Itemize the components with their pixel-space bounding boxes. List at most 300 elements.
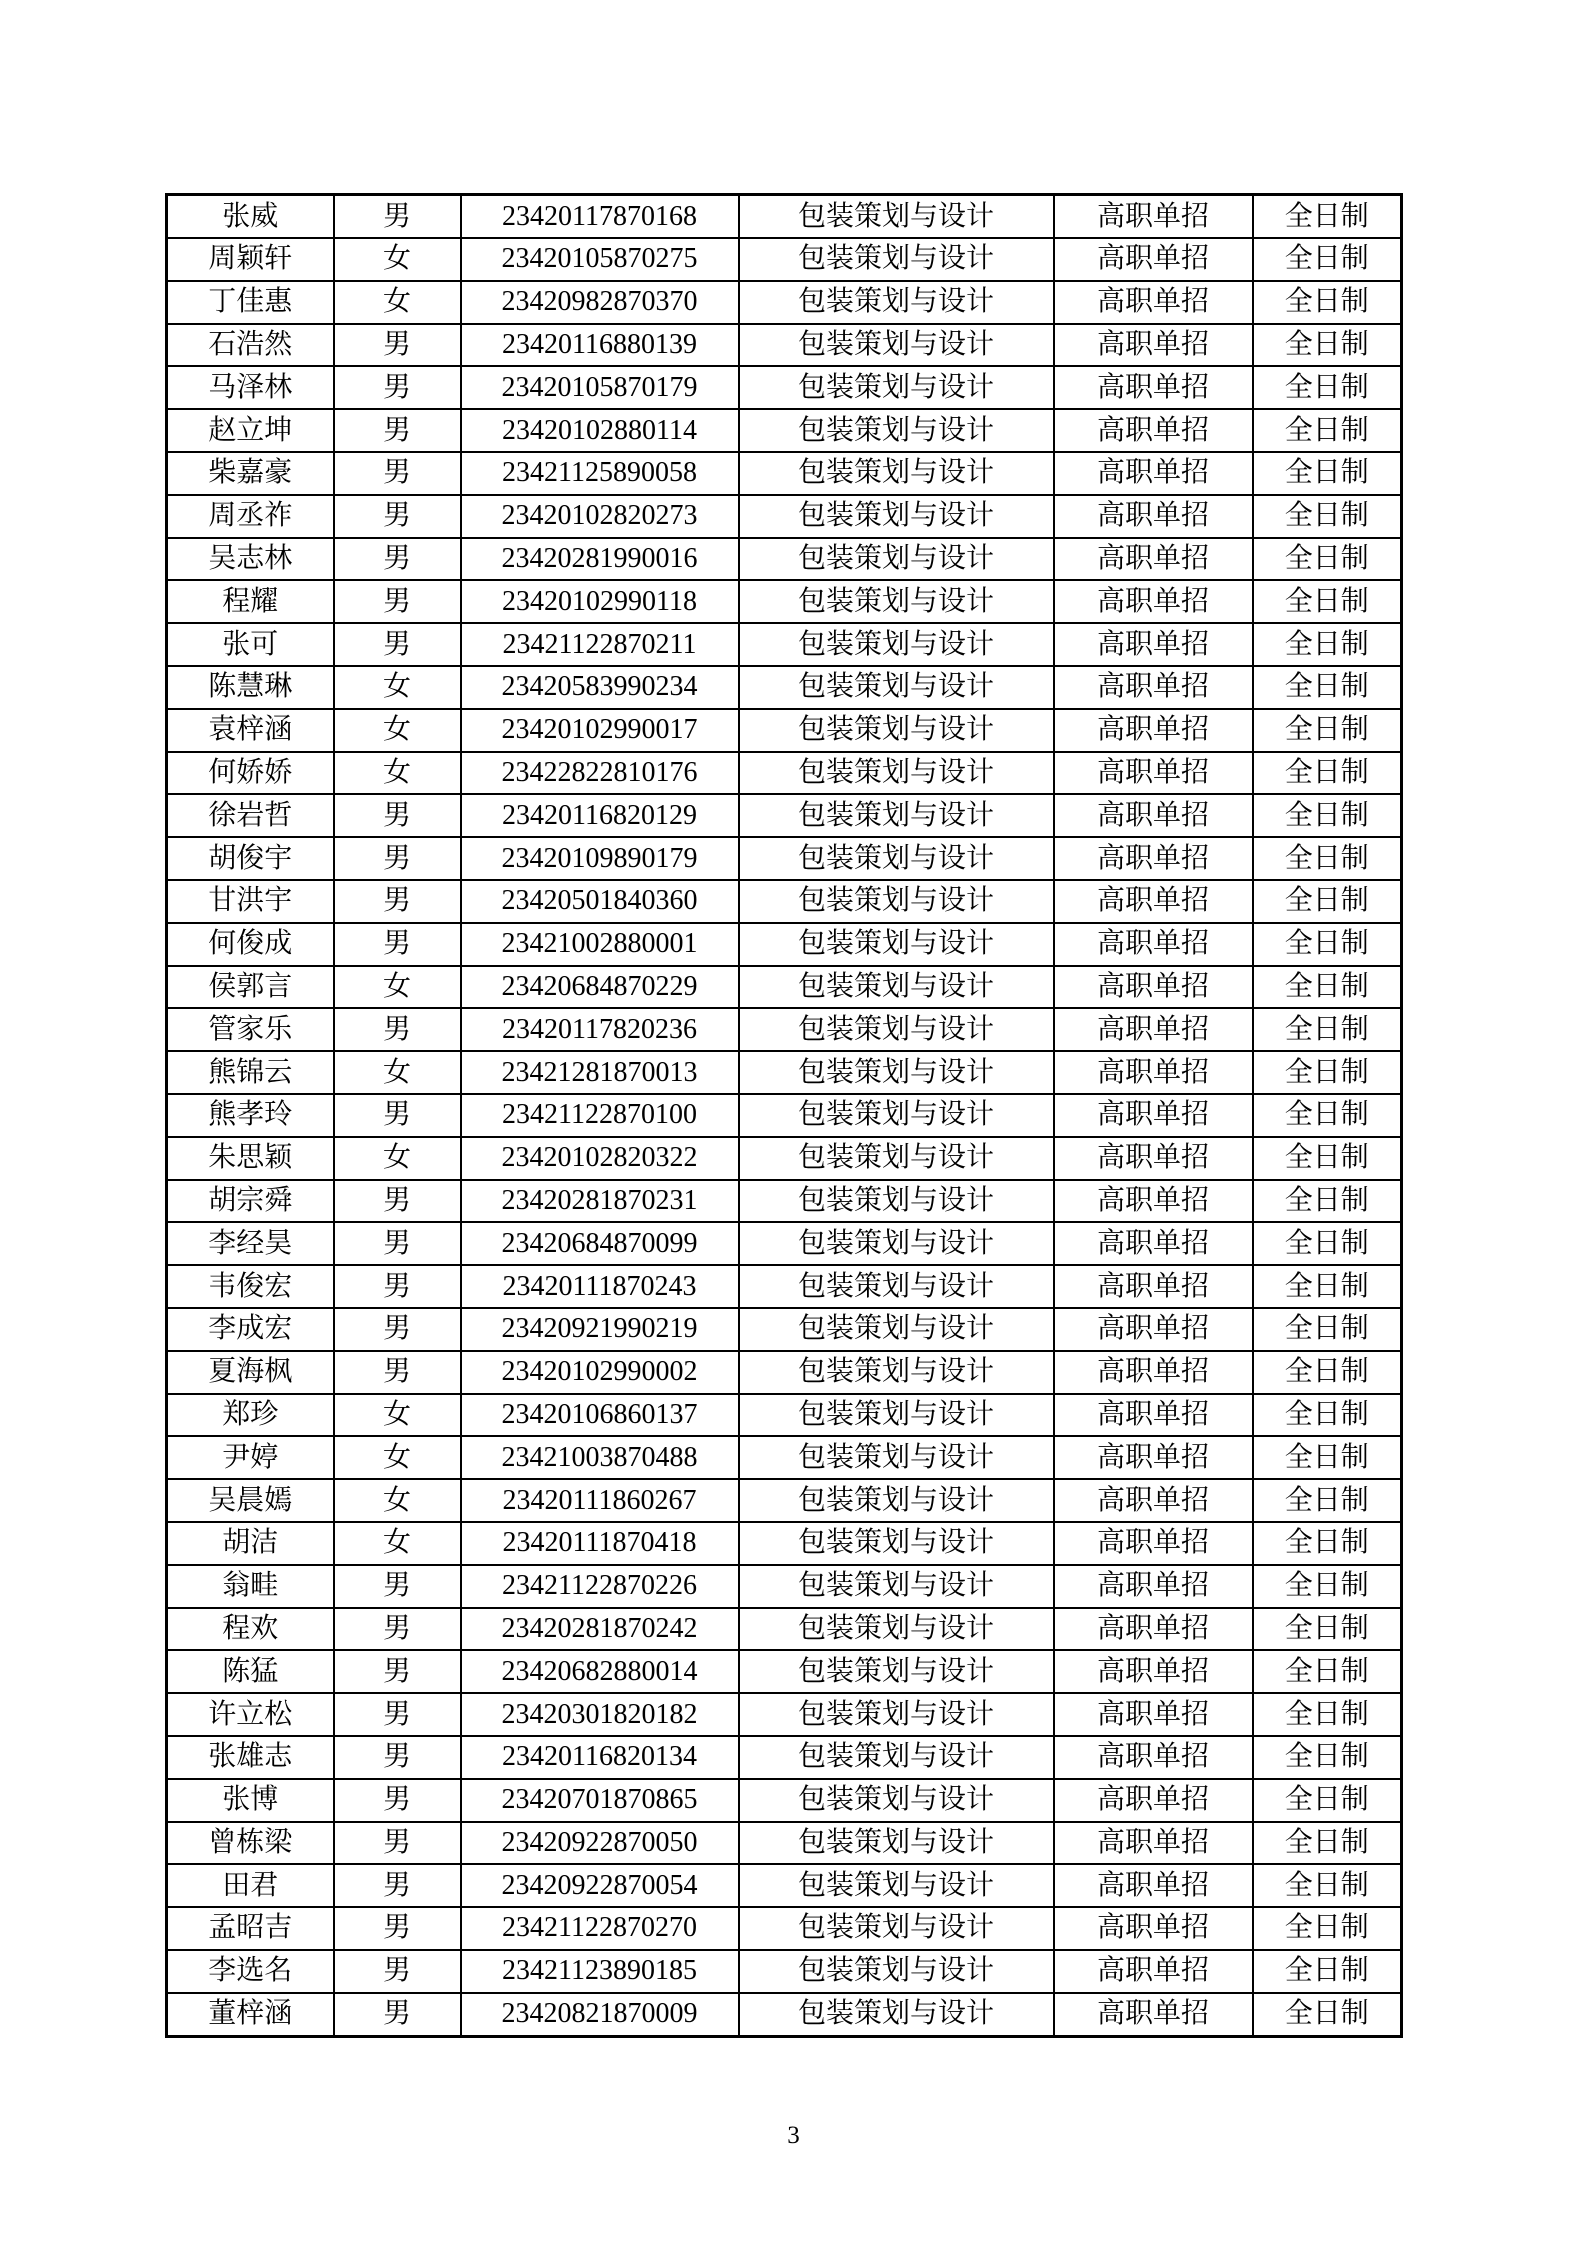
table-row: [167, 1565, 1402, 1608]
study-mode-cell: 全日制: [1253, 1779, 1402, 1822]
name-cell: 袁梓涵: [167, 709, 334, 752]
study-mode-cell: 全日制: [1253, 666, 1402, 709]
name-cell: 熊孝玲: [167, 1094, 334, 1137]
table-row: [167, 195, 1402, 239]
candidate-id-cell: 23420684870229: [461, 966, 739, 1009]
name-cell: 曾栋梁: [167, 1822, 334, 1865]
name-cell: 陈慧琳: [167, 666, 334, 709]
table-row: [167, 1394, 1402, 1437]
admission-type-cell: 高职单招: [1054, 623, 1253, 666]
table-row: [167, 880, 1402, 923]
study-mode-cell: 全日制: [1253, 1479, 1402, 1522]
name-cell: 何俊成: [167, 923, 334, 966]
table-row: [167, 238, 1402, 281]
gender-cell: 男: [334, 623, 461, 666]
gender-cell: 男: [334, 409, 461, 452]
gender-cell: 女: [334, 966, 461, 1009]
admission-type-cell: 高职单招: [1054, 1222, 1253, 1265]
name-cell: 石浩然: [167, 324, 334, 367]
table-row: [167, 1008, 1402, 1051]
name-cell: 郑珍: [167, 1394, 334, 1437]
major-cell: 包装策划与设计: [739, 880, 1054, 923]
study-mode-cell: 全日制: [1253, 1950, 1402, 1993]
page-number: 3: [787, 2122, 800, 2149]
gender-cell: 男: [334, 1693, 461, 1736]
name-cell: 吴晨嫣: [167, 1479, 334, 1522]
name-cell: 吴志林: [167, 538, 334, 581]
admission-type-cell: 高职单招: [1054, 1950, 1253, 1993]
admission-type-cell: 高职单招: [1054, 1394, 1253, 1437]
major-cell: 包装策划与设计: [739, 1094, 1054, 1137]
admission-type-cell: 高职单招: [1054, 1479, 1253, 1522]
major-cell: 包装策划与设计: [739, 1650, 1054, 1693]
candidate-id-cell: 23421003870488: [461, 1436, 739, 1479]
table-row: [167, 366, 1402, 409]
major-cell: 包装策划与设计: [739, 1864, 1054, 1907]
admission-type-cell: 高职单招: [1054, 1736, 1253, 1779]
study-mode-cell: 全日制: [1253, 1094, 1402, 1137]
gender-cell: 男: [334, 880, 461, 923]
major-cell: 包装策划与设计: [739, 1993, 1054, 2037]
admission-type-cell: 高职单招: [1054, 1436, 1253, 1479]
name-cell: 管家乐: [167, 1008, 334, 1051]
gender-cell: 男: [334, 495, 461, 538]
candidate-id-cell: 23420922870054: [461, 1864, 739, 1907]
gender-cell: 男: [334, 1650, 461, 1693]
candidate-id-cell: 23420281870231: [461, 1180, 739, 1223]
admission-type-cell: 高职单招: [1054, 1565, 1253, 1608]
gender-cell: 女: [334, 1394, 461, 1437]
study-mode-cell: 全日制: [1253, 923, 1402, 966]
gender-cell: 男: [334, 324, 461, 367]
admission-type-cell: 高职单招: [1054, 966, 1253, 1009]
candidate-id-cell: 23420684870099: [461, 1222, 739, 1265]
candidate-id-cell: 23421122870211: [461, 623, 739, 666]
major-cell: 包装策划与设计: [739, 324, 1054, 367]
candidate-id-cell: 23420116820129: [461, 794, 739, 837]
table-row: [167, 324, 1402, 367]
study-mode-cell: 全日制: [1253, 1864, 1402, 1907]
gender-cell: 男: [334, 1565, 461, 1608]
candidate-id-cell: 23420106860137: [461, 1394, 739, 1437]
admission-type-cell: 高职单招: [1054, 1094, 1253, 1137]
table-row: [167, 1608, 1402, 1651]
candidate-id-cell: 23420102990002: [461, 1351, 739, 1394]
name-cell: 侯郭言: [167, 966, 334, 1009]
candidate-id-cell: 23420116820134: [461, 1736, 739, 1779]
name-cell: 甘洪宇: [167, 880, 334, 923]
name-cell: 田君: [167, 1864, 334, 1907]
candidate-id-cell: 23422822810176: [461, 752, 739, 795]
major-cell: 包装策划与设计: [739, 1565, 1054, 1608]
study-mode-cell: 全日制: [1253, 1822, 1402, 1865]
admission-type-cell: 高职单招: [1054, 1650, 1253, 1693]
name-cell: 翁畦: [167, 1565, 334, 1608]
major-cell: 包装策划与设计: [739, 623, 1054, 666]
name-cell: 夏海枫: [167, 1351, 334, 1394]
name-cell: 周丞祚: [167, 495, 334, 538]
major-cell: 包装策划与设计: [739, 1051, 1054, 1094]
gender-cell: 女: [334, 752, 461, 795]
admission-type-cell: 高职单招: [1054, 238, 1253, 281]
study-mode-cell: 全日制: [1253, 281, 1402, 324]
admission-type-cell: 高职单招: [1054, 752, 1253, 795]
name-cell: 柴嘉豪: [167, 452, 334, 495]
table-row: [167, 623, 1402, 666]
table-row: [167, 923, 1402, 966]
candidate-id-cell: 23421123890185: [461, 1950, 739, 1993]
gender-cell: 女: [334, 1479, 461, 1522]
candidate-id-cell: 23420102880114: [461, 409, 739, 452]
admission-type-cell: 高职单招: [1054, 1051, 1253, 1094]
gender-cell: 男: [334, 1308, 461, 1351]
admission-type-cell: 高职单招: [1054, 1608, 1253, 1651]
name-cell: 韦俊宏: [167, 1265, 334, 1308]
table-row: [167, 452, 1402, 495]
admission-type-cell: 高职单招: [1054, 281, 1253, 324]
table-row: [167, 837, 1402, 880]
gender-cell: 男: [334, 1864, 461, 1907]
table-row: [167, 281, 1402, 324]
candidate-id-cell: 23420682880014: [461, 1650, 739, 1693]
student-table-body: [167, 195, 1402, 2037]
candidate-id-cell: 23420102820322: [461, 1137, 739, 1180]
candidate-id-cell: 23420109890179: [461, 837, 739, 880]
table-row: [167, 666, 1402, 709]
study-mode-cell: 全日制: [1253, 1051, 1402, 1094]
study-mode-cell: 全日制: [1253, 495, 1402, 538]
admission-type-cell: 高职单招: [1054, 1907, 1253, 1950]
study-mode-cell: 全日制: [1253, 1436, 1402, 1479]
admission-type-cell: 高职单招: [1054, 366, 1253, 409]
gender-cell: 男: [334, 1950, 461, 1993]
major-cell: 包装策划与设计: [739, 238, 1054, 281]
gender-cell: 男: [334, 837, 461, 880]
major-cell: 包装策划与设计: [739, 923, 1054, 966]
major-cell: 包装策划与设计: [739, 1522, 1054, 1565]
table-row: [167, 752, 1402, 795]
candidate-id-cell: 23420922870050: [461, 1822, 739, 1865]
candidate-id-cell: 23420111870243: [461, 1265, 739, 1308]
admission-type-cell: 高职单招: [1054, 495, 1253, 538]
name-cell: 尹婷: [167, 1436, 334, 1479]
study-mode-cell: 全日制: [1253, 837, 1402, 880]
candidate-id-cell: 23420105870179: [461, 366, 739, 409]
admission-type-cell: 高职单招: [1054, 1864, 1253, 1907]
table-row: [167, 1736, 1402, 1779]
major-cell: 包装策划与设计: [739, 538, 1054, 581]
candidate-id-cell: 23420921990219: [461, 1308, 739, 1351]
name-cell: 熊锦云: [167, 1051, 334, 1094]
table-row: [167, 1094, 1402, 1137]
major-cell: 包装策划与设计: [739, 1822, 1054, 1865]
study-mode-cell: 全日制: [1253, 1650, 1402, 1693]
study-mode-cell: 全日制: [1253, 538, 1402, 581]
table-row: [167, 1351, 1402, 1394]
major-cell: 包装策划与设计: [739, 1351, 1054, 1394]
study-mode-cell: 全日制: [1253, 752, 1402, 795]
admission-type-cell: 高职单招: [1054, 1693, 1253, 1736]
name-cell: 孟昭吉: [167, 1907, 334, 1950]
name-cell: 董梓涵: [167, 1993, 334, 2037]
candidate-id-cell: 23420105870275: [461, 238, 739, 281]
candidate-id-cell: 23420102990017: [461, 709, 739, 752]
major-cell: 包装策划与设计: [739, 1436, 1054, 1479]
candidate-id-cell: 23420111860267: [461, 1479, 739, 1522]
study-mode-cell: 全日制: [1253, 1736, 1402, 1779]
table-row: [167, 1650, 1402, 1693]
gender-cell: 男: [334, 1907, 461, 1950]
study-mode-cell: 全日制: [1253, 1993, 1402, 2037]
table-row: [167, 1822, 1402, 1865]
gender-cell: 男: [334, 366, 461, 409]
table-row: [167, 709, 1402, 752]
table-row: [167, 1907, 1402, 1950]
study-mode-cell: 全日制: [1253, 1265, 1402, 1308]
name-cell: 胡俊宇: [167, 837, 334, 880]
admission-type-cell: 高职单招: [1054, 1008, 1253, 1051]
admission-type-cell: 高职单招: [1054, 1993, 1253, 2037]
candidate-id-cell: 23421125890058: [461, 452, 739, 495]
major-cell: 包装策划与设计: [739, 1308, 1054, 1351]
admission-type-cell: 高职单招: [1054, 452, 1253, 495]
candidate-id-cell: 23421122870226: [461, 1565, 739, 1608]
admission-type-cell: 高职单招: [1054, 709, 1253, 752]
study-mode-cell: 全日制: [1253, 880, 1402, 923]
major-cell: 包装策划与设计: [739, 837, 1054, 880]
gender-cell: 男: [334, 1736, 461, 1779]
major-cell: 包装策划与设计: [739, 580, 1054, 623]
candidate-id-cell: 23420982870370: [461, 281, 739, 324]
name-cell: 李成宏: [167, 1308, 334, 1351]
study-mode-cell: 全日制: [1253, 1180, 1402, 1223]
study-mode-cell: 全日制: [1253, 366, 1402, 409]
gender-cell: 男: [334, 1993, 461, 2037]
major-cell: 包装策划与设计: [739, 794, 1054, 837]
study-mode-cell: 全日制: [1253, 1137, 1402, 1180]
study-mode-cell: 全日制: [1253, 1394, 1402, 1437]
major-cell: 包装策划与设计: [739, 195, 1054, 239]
name-cell: 李经昊: [167, 1222, 334, 1265]
table-row: [167, 1222, 1402, 1265]
table-row: [167, 1265, 1402, 1308]
major-cell: 包装策划与设计: [739, 709, 1054, 752]
admission-type-cell: 高职单招: [1054, 837, 1253, 880]
table-row: [167, 1051, 1402, 1094]
admission-type-cell: 高职单招: [1054, 324, 1253, 367]
candidate-id-cell: 23420501840360: [461, 880, 739, 923]
major-cell: 包装策划与设计: [739, 752, 1054, 795]
major-cell: 包装策划与设计: [739, 1608, 1054, 1651]
major-cell: 包装策划与设计: [739, 666, 1054, 709]
name-cell: 马泽林: [167, 366, 334, 409]
study-mode-cell: 全日制: [1253, 580, 1402, 623]
major-cell: 包装策划与设计: [739, 1779, 1054, 1822]
major-cell: 包装策划与设计: [739, 1180, 1054, 1223]
gender-cell: 男: [334, 1822, 461, 1865]
major-cell: 包装策划与设计: [739, 1736, 1054, 1779]
name-cell: 张可: [167, 623, 334, 666]
major-cell: 包装策划与设计: [739, 366, 1054, 409]
name-cell: 陈猛: [167, 1650, 334, 1693]
table-row: [167, 1180, 1402, 1223]
admission-type-cell: 高职单招: [1054, 666, 1253, 709]
candidate-id-cell: 23421002880001: [461, 923, 739, 966]
admission-type-cell: 高职单招: [1054, 923, 1253, 966]
candidate-id-cell: 23420821870009: [461, 1993, 739, 2037]
candidate-id-cell: 23420281870242: [461, 1608, 739, 1651]
admission-type-cell: 高职单招: [1054, 1137, 1253, 1180]
candidate-id-cell: 23420116880139: [461, 324, 739, 367]
gender-cell: 男: [334, 1008, 461, 1051]
gender-cell: 男: [334, 1608, 461, 1651]
study-mode-cell: 全日制: [1253, 324, 1402, 367]
major-cell: 包装策划与设计: [739, 966, 1054, 1009]
study-mode-cell: 全日制: [1253, 966, 1402, 1009]
table-row: [167, 538, 1402, 581]
gender-cell: 女: [334, 709, 461, 752]
gender-cell: 女: [334, 1522, 461, 1565]
admission-type-cell: 高职单招: [1054, 1522, 1253, 1565]
admission-type-cell: 高职单招: [1054, 880, 1253, 923]
candidate-id-cell: 23420583990234: [461, 666, 739, 709]
table-row: [167, 1864, 1402, 1907]
name-cell: 周颖轩: [167, 238, 334, 281]
table-row: [167, 1950, 1402, 1993]
major-cell: 包装策划与设计: [739, 1137, 1054, 1180]
major-cell: 包装策划与设计: [739, 1265, 1054, 1308]
gender-cell: 男: [334, 1180, 461, 1223]
name-cell: 丁佳惠: [167, 281, 334, 324]
admission-type-cell: 高职单招: [1054, 1822, 1253, 1865]
name-cell: 许立松: [167, 1693, 334, 1736]
name-cell: 程欢: [167, 1608, 334, 1651]
table-row: [167, 409, 1402, 452]
study-mode-cell: 全日制: [1253, 452, 1402, 495]
study-mode-cell: 全日制: [1253, 1008, 1402, 1051]
admission-type-cell: 高职单招: [1054, 195, 1253, 239]
gender-cell: 男: [334, 794, 461, 837]
study-mode-cell: 全日制: [1253, 794, 1402, 837]
name-cell: 张雄志: [167, 1736, 334, 1779]
name-cell: 朱思颖: [167, 1137, 334, 1180]
study-mode-cell: 全日制: [1253, 238, 1402, 281]
study-mode-cell: 全日制: [1253, 1308, 1402, 1351]
name-cell: 胡宗舜: [167, 1180, 334, 1223]
candidate-id-cell: 23420117820236: [461, 1008, 739, 1051]
admission-type-cell: 高职单招: [1054, 1351, 1253, 1394]
table-row: [167, 580, 1402, 623]
student-table: [165, 193, 1403, 2038]
admission-type-cell: 高职单招: [1054, 409, 1253, 452]
study-mode-cell: 全日制: [1253, 1222, 1402, 1265]
admission-type-cell: 高职单招: [1054, 1779, 1253, 1822]
major-cell: 包装策划与设计: [739, 1479, 1054, 1522]
major-cell: 包装策划与设计: [739, 1008, 1054, 1051]
gender-cell: 女: [334, 1436, 461, 1479]
major-cell: 包装策划与设计: [739, 281, 1054, 324]
candidate-id-cell: 23420301820182: [461, 1693, 739, 1736]
study-mode-cell: 全日制: [1253, 1608, 1402, 1651]
candidate-id-cell: 23421281870013: [461, 1051, 739, 1094]
admission-type-cell: 高职单招: [1054, 1265, 1253, 1308]
candidate-id-cell: 23421122870100: [461, 1094, 739, 1137]
table-row: [167, 794, 1402, 837]
gender-cell: 男: [334, 580, 461, 623]
study-mode-cell: 全日制: [1253, 195, 1402, 239]
study-mode-cell: 全日制: [1253, 1693, 1402, 1736]
admission-type-cell: 高职单招: [1054, 538, 1253, 581]
major-cell: 包装策划与设计: [739, 1394, 1054, 1437]
candidate-id-cell: 23420701870865: [461, 1779, 739, 1822]
candidate-id-cell: 23420102820273: [461, 495, 739, 538]
table-row: [167, 1993, 1402, 2037]
admission-type-cell: 高职单招: [1054, 1308, 1253, 1351]
gender-cell: 女: [334, 666, 461, 709]
table-row: [167, 966, 1402, 1009]
gender-cell: 男: [334, 1779, 461, 1822]
major-cell: 包装策划与设计: [739, 1907, 1054, 1950]
gender-cell: 男: [334, 195, 461, 239]
table-row: [167, 495, 1402, 538]
study-mode-cell: 全日制: [1253, 1907, 1402, 1950]
gender-cell: 男: [334, 1265, 461, 1308]
gender-cell: 男: [334, 538, 461, 581]
table-row: [167, 1137, 1402, 1180]
major-cell: 包装策划与设计: [739, 452, 1054, 495]
name-cell: 胡洁: [167, 1522, 334, 1565]
name-cell: 张博: [167, 1779, 334, 1822]
name-cell: 赵立坤: [167, 409, 334, 452]
candidate-id-cell: 23420111870418: [461, 1522, 739, 1565]
name-cell: 何娇娇: [167, 752, 334, 795]
admission-type-cell: 高职单招: [1054, 794, 1253, 837]
major-cell: 包装策划与设计: [739, 1693, 1054, 1736]
name-cell: 程耀: [167, 580, 334, 623]
table-row: [167, 1308, 1402, 1351]
table-row: [167, 1693, 1402, 1736]
table-row: [167, 1779, 1402, 1822]
admission-type-cell: 高职单招: [1054, 580, 1253, 623]
gender-cell: 女: [334, 281, 461, 324]
table-row: [167, 1522, 1402, 1565]
candidate-id-cell: 23420281990016: [461, 538, 739, 581]
study-mode-cell: 全日制: [1253, 709, 1402, 752]
table-row: [167, 1436, 1402, 1479]
name-cell: 张威: [167, 195, 334, 239]
candidate-id-cell: 23421122870270: [461, 1907, 739, 1950]
gender-cell: 男: [334, 1351, 461, 1394]
gender-cell: 男: [334, 923, 461, 966]
name-cell: 徐岩哲: [167, 794, 334, 837]
major-cell: 包装策划与设计: [739, 409, 1054, 452]
study-mode-cell: 全日制: [1253, 1522, 1402, 1565]
admission-type-cell: 高职单招: [1054, 1180, 1253, 1223]
study-mode-cell: 全日制: [1253, 1565, 1402, 1608]
gender-cell: 男: [334, 452, 461, 495]
study-mode-cell: 全日制: [1253, 409, 1402, 452]
study-mode-cell: 全日制: [1253, 1351, 1402, 1394]
candidate-id-cell: 23420102990118: [461, 580, 739, 623]
major-cell: 包装策划与设计: [739, 1950, 1054, 1993]
major-cell: 包装策划与设计: [739, 495, 1054, 538]
candidate-id-cell: 23420117870168: [461, 195, 739, 239]
study-mode-cell: 全日制: [1253, 623, 1402, 666]
major-cell: 包装策划与设计: [739, 1222, 1054, 1265]
gender-cell: 女: [334, 238, 461, 281]
gender-cell: 男: [334, 1094, 461, 1137]
gender-cell: 女: [334, 1137, 461, 1180]
